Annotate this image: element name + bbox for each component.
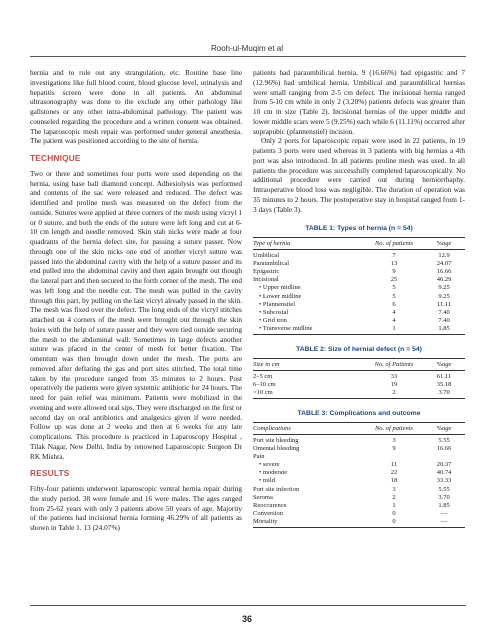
table-size-of-defect	[253, 345, 465, 399]
table-cell: Epigastric	[253, 268, 280, 276]
table-cell: 6–10 cm	[253, 380, 276, 388]
table-cell: 7.40	[438, 316, 450, 324]
table-cell: 61.11	[436, 372, 452, 380]
table-cell: 33.33	[436, 477, 452, 485]
table-header-cell: %age	[436, 424, 452, 432]
table-cell: 16.66	[436, 268, 452, 276]
table-row	[253, 301, 465, 309]
table-cell: Mortality	[253, 517, 278, 525]
table-row	[253, 268, 465, 276]
body-paragraph: patients had paraumbilical hernia, 9 (16.66%) had epigastric and 7 (12.96%) had umbilical hernia. Umbilical and paraumbilical hernias were small ranging from 2-5 cm defect. The incisional hernia ranged from 5-10 cm while in only 2 (3.20%) patients defects was greater than 10 cm in size (Table 2). Incisional hernias of the upper middle and lower middle scars were 5 (9.25%) each while 6 (11.11%) occurred after suprapubic (pfannenstiel) incision.	[253, 68, 465, 136]
table-cell: • severe	[259, 461, 280, 469]
table-cell: 1	[392, 501, 396, 509]
table-cell: 20.37	[436, 461, 452, 469]
table-cell: 0	[392, 517, 396, 525]
table-cell: 11	[390, 461, 398, 469]
table-cell: 9.25	[438, 292, 450, 300]
table-cell: 1.85	[438, 324, 450, 332]
table-row	[253, 502, 465, 510]
table-cell	[423, 453, 465, 461]
table-row	[253, 309, 465, 317]
table-row	[253, 284, 465, 292]
table-row	[253, 373, 465, 381]
table-cell: 9.25	[438, 284, 450, 292]
table-cell: 19	[390, 380, 398, 388]
table-cell: 9	[392, 445, 396, 453]
table-cell: 7.40	[438, 308, 450, 316]
table-cell: 24.07	[436, 260, 452, 268]
running-head: Rooh-ul-Muqim et al	[210, 44, 284, 53]
table-cell: 5.55	[438, 437, 450, 444]
section-heading-technique: TECHNIQUE	[30, 153, 81, 163]
table-cell: • moderate	[259, 469, 288, 477]
table-cell: 7	[392, 252, 396, 260]
table-cell: 3.70	[438, 493, 450, 501]
table-header-cell: %age	[436, 240, 452, 247]
table-row	[253, 453, 465, 461]
table-cell: • Lower midline	[259, 292, 302, 300]
table-cell: 22	[390, 469, 398, 477]
table-cell: • mild	[259, 477, 275, 485]
table-cell: 5.55	[438, 485, 450, 493]
table-cell: —	[440, 517, 448, 525]
table-cell: 16.66	[436, 445, 452, 453]
table-cell: Umbilical	[253, 252, 279, 260]
table-header-cell: No. of patients	[374, 240, 414, 247]
table-cell: 0	[392, 509, 396, 517]
table-cell: 4	[392, 316, 396, 324]
table-row	[253, 252, 465, 260]
table-title: TABLE 3: Complications and outcome	[297, 410, 421, 418]
table-title: TABLE 2: Size of hernial defect (n = 54)	[296, 346, 422, 354]
table-cell	[365, 453, 423, 461]
table-cell: 4	[392, 308, 396, 316]
table-header-row	[253, 238, 465, 250]
table-body	[253, 371, 465, 399]
table-cell: 33	[390, 372, 398, 380]
table-cell: 3	[392, 485, 396, 493]
table-cell: 25	[390, 276, 398, 284]
table-cell: 3.70	[438, 389, 450, 397]
table-cell: • Upper midline	[259, 284, 301, 292]
body-paragraph: Only 2 ports for laparoscopic repair were used in 22 patients, in 19 patients 3 ports were used whereas in 3 patients with big hernias a 4th port was also introduced. In all patients proline mesh was used. In all patients the procedure was successfully completed laparoscopically. No additional procedure were carried out during herniorrhaphy. Intraoperative blood loss was negligible. The duration of operation was 35 minutes to 2 hours. The postoperative stay in hospital ranged from 1-3 days (Table 3).	[253, 136, 465, 214]
table-row	[253, 477, 465, 485]
table-title: TABLE 1: Types of hernia (n = 54)	[305, 225, 413, 233]
table-body	[253, 435, 465, 528]
table-header-cell: No. of patients	[374, 424, 414, 432]
table-cell: 2	[392, 493, 396, 501]
table-header-cell: No. of Patients	[374, 360, 414, 368]
table-row	[253, 276, 465, 284]
table-cell: 12.9	[438, 252, 450, 260]
table-row	[253, 469, 465, 477]
table-complications	[253, 409, 465, 528]
table-row	[253, 445, 465, 453]
table-cell: 5	[392, 284, 396, 292]
table-cell: 11.11	[436, 300, 452, 308]
table-body	[253, 250, 465, 335]
table-row	[253, 317, 465, 325]
table-cell: • Pfannenstiel	[259, 300, 296, 308]
table-header-cell: Type of hernia	[253, 240, 291, 247]
table-cell: 40.74	[436, 469, 452, 477]
table-cell: 5	[392, 292, 396, 300]
table-row	[253, 494, 465, 502]
table-cell: Conversion	[253, 509, 283, 517]
table-cell: • Transverse midline	[259, 324, 313, 332]
table-cell: 1	[392, 324, 396, 332]
table-cell: Port site infection	[253, 485, 300, 493]
table-row	[253, 486, 465, 494]
table-cell: Pain	[253, 453, 265, 461]
table-cell: Reoccurence	[253, 501, 287, 509]
table-cell: 2	[392, 389, 396, 397]
table-cell: 2–5 cm	[253, 372, 273, 380]
table-cell: 35.18	[436, 380, 452, 388]
table-row	[253, 389, 465, 397]
table-row	[253, 437, 465, 445]
table-row	[253, 293, 465, 301]
table-cell: Incisional	[253, 276, 279, 284]
body-paragraph: Two or three and sometimes four ports were used depending on the hernia, using base ball diamond concept. Adhesiolysis was performed and contents of the sac were released and reduced. The defect was identified and proline mesh was measured on the defect from the outside. Sutures were applied at three corners of the mesh using vicryl 1 or 0 suture, and both the ends of the suture were left long and cut at 6-10 cm length and needle removed. Skin stab nicks were made at four quadrants of the hernia defect site, for passing a suture passer. Now through one of the skin nicks one end of another vicryl suture was passed into the abdominal cavity with the help of a suture passer and its end pulled into the abdominal cavity and then again brought out though the lateral part and then secured to the forth corner of the mesh. The end was left long and the needle cut. The mesh was pulled in the cavity through this part, by pulling on the last vicryl already passed in the skin. The mesh was fixed over the defect. The long ends of the vicryl stitches attached on 4 corners of the mesh were brought out through the skin holes with the help of suture passer and they were tied outside securing the mesh to the abdominal wall. Sometimes in large defects another suture was placed in the center of mesh for better fixation. The omentum was then brought down under the mesh. The ports are removed after deflating the gas and port sites stitched. The total time taken by the procedure ranged from 35 minutes to 2 hours. Post operatively the patients were given systemic antibiotic for 24 hours. The need for pain relief was minimum. Patients were mobilized in the evening and were allowed oral sips. They were discharged on the first or second day on oral antibiotics and analgesics given if were needed. Follow up was done at 2 weeks and then at 6 weeks for any late complications. This procedure is practiced in Laparoscopy Hospital , Tilak Nagar, New Delhi, India by renowned Laparoscopic Surgeon Dr RK Mishra.	[30, 168, 242, 461]
table-cell: 18	[390, 477, 398, 485]
table-cell: >10 cm	[253, 389, 273, 397]
header-rule	[30, 56, 466, 57]
body-paragraph: Fifty-four patients underwent laparoscopic ventral hernia repair during the study period. 38 were female and 16 were males. The ages ranged from 25-62 years with only 3 patients above 50 years of age. Majority of the patients had incisional hernia forming 46.29% of all patients as shown in Table 1. 13 (24.07%)	[30, 484, 242, 532]
page-number: 36	[241, 614, 252, 624]
left-column	[30, 68, 242, 533]
table-row	[253, 325, 465, 333]
table-cell: 1.85	[438, 501, 450, 509]
table-header-row	[253, 359, 465, 371]
table-row	[253, 510, 465, 518]
table-cell: Paraumbilical	[253, 260, 290, 268]
table-cell: • Subcostal	[259, 308, 289, 316]
table-types-of-hernia	[253, 224, 465, 335]
table-cell: 6	[392, 300, 396, 308]
table-cell: 9	[392, 268, 396, 276]
table-header-cell: Size in cm	[253, 360, 280, 368]
body-paragraph: hernia and to rule out any strangulation, etc. Routine base line investigations like full blood count, blood glucose level, urinalysis and hepatitis screen were done in all patients. An abdominal ultrasonography was done to the exclude any other pathology like gallstones or any other intra-abdominal pathology. The patient was counseled regarding the procedure and a written consent was obtained. The laparoscopic mesh repair was performed under general anesthesia. The patient was positioned according to the site of hernia.	[30, 68, 242, 146]
table-cell: Omental bleeding	[253, 445, 300, 453]
table-row	[253, 518, 465, 526]
table-cell: 3	[392, 437, 396, 444]
table-cell: Port site bleeding	[253, 437, 299, 444]
table-row	[253, 260, 465, 268]
table-cell: —	[440, 509, 448, 517]
section-heading-results: RESULTS	[30, 468, 70, 479]
table-cell: 46.29	[436, 276, 452, 284]
table-header-row	[253, 423, 465, 435]
table-row	[253, 461, 465, 469]
table-header-cell: %age	[436, 360, 452, 368]
table-header-cell: Complications	[253, 424, 291, 432]
table-cell: 13	[390, 260, 398, 268]
table-cell: Seroma	[253, 493, 273, 501]
table-row	[253, 381, 465, 389]
footer-rule	[30, 605, 466, 606]
right-column	[253, 68, 465, 528]
table-cell: • Grid iron	[259, 316, 287, 324]
